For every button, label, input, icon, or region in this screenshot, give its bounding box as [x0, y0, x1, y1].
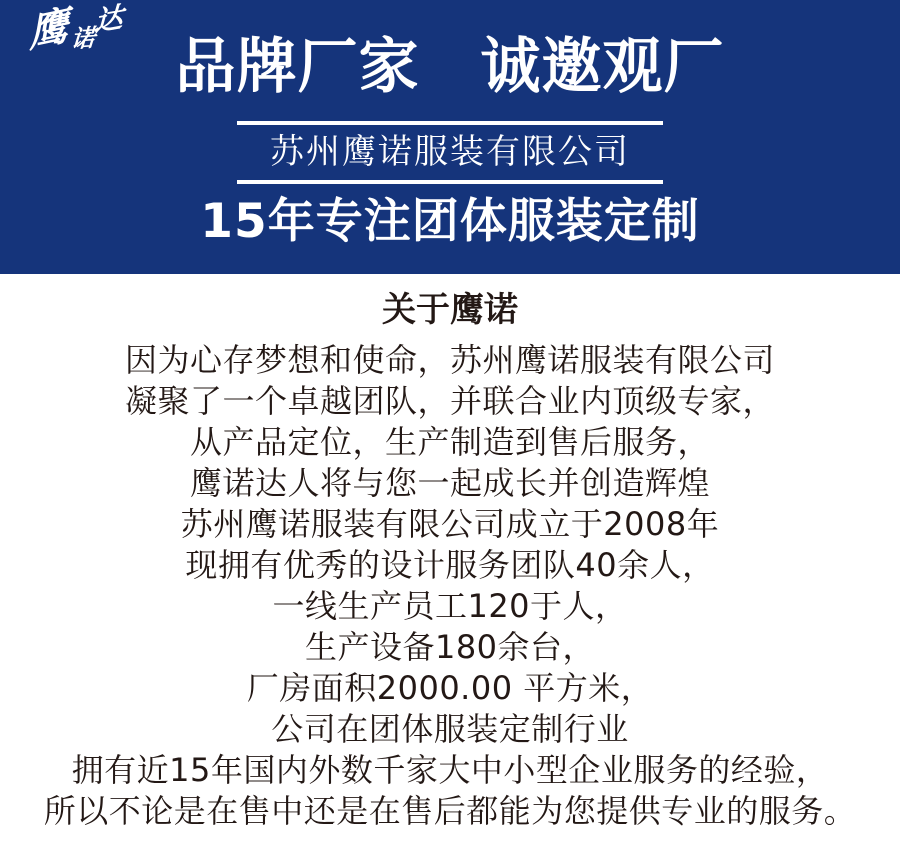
- about-line-10: 公司在团体服装定制行业: [271, 710, 629, 748]
- divider-line-bottom: [237, 180, 663, 184]
- about-line-6: 现拥有优秀的设计服务团队40余人，: [185, 546, 715, 584]
- about-line-11: 拥有近15年国内外数千家大中小型企业服务的经验，: [71, 751, 829, 789]
- about-line-3: 从产品定位，生产制造到售后服务，: [189, 423, 710, 461]
- about-line-5: 苏州鹰诺服装有限公司成立于2008年: [180, 505, 720, 543]
- company-name: 苏州鹰诺服装有限公司: [270, 132, 630, 172]
- logo-char-da: 达: [94, 0, 124, 39]
- about-heading: 关于鹰诺: [382, 290, 518, 330]
- logo-char-nuo: 诺: [70, 23, 97, 54]
- about-paragraph: [0, 340, 900, 832]
- about-section: [0, 290, 900, 832]
- about-line-2: 凝聚了一个卓越团队，并联合业内顶级专家，: [124, 382, 775, 420]
- logo-char-ying: 鹰: [27, 3, 71, 57]
- divider-line-top: [237, 121, 663, 125]
- hero-title: 品牌厂家 诚邀观厂: [175, 32, 725, 102]
- about-line-4: 鹰诺达人将与您一起成长并创造辉煌: [189, 464, 710, 502]
- about-line-12: 所以不论是在售中还是在售后都能为您提供专业的服务。: [43, 792, 857, 830]
- about-line-9: 厂房面积2000.00 平方米，: [246, 669, 654, 707]
- about-line-8: 生产设备180余台，: [304, 628, 596, 666]
- hero-header: [0, 0, 900, 274]
- brand-logo: [20, 0, 134, 74]
- about-line-1: 因为心存梦想和使命，苏州鹰诺服装有限公司: [124, 341, 775, 379]
- tagline: 15年专注团体服装定制: [200, 194, 700, 249]
- about-line-7: 一线生产员工120于人，: [272, 587, 628, 625]
